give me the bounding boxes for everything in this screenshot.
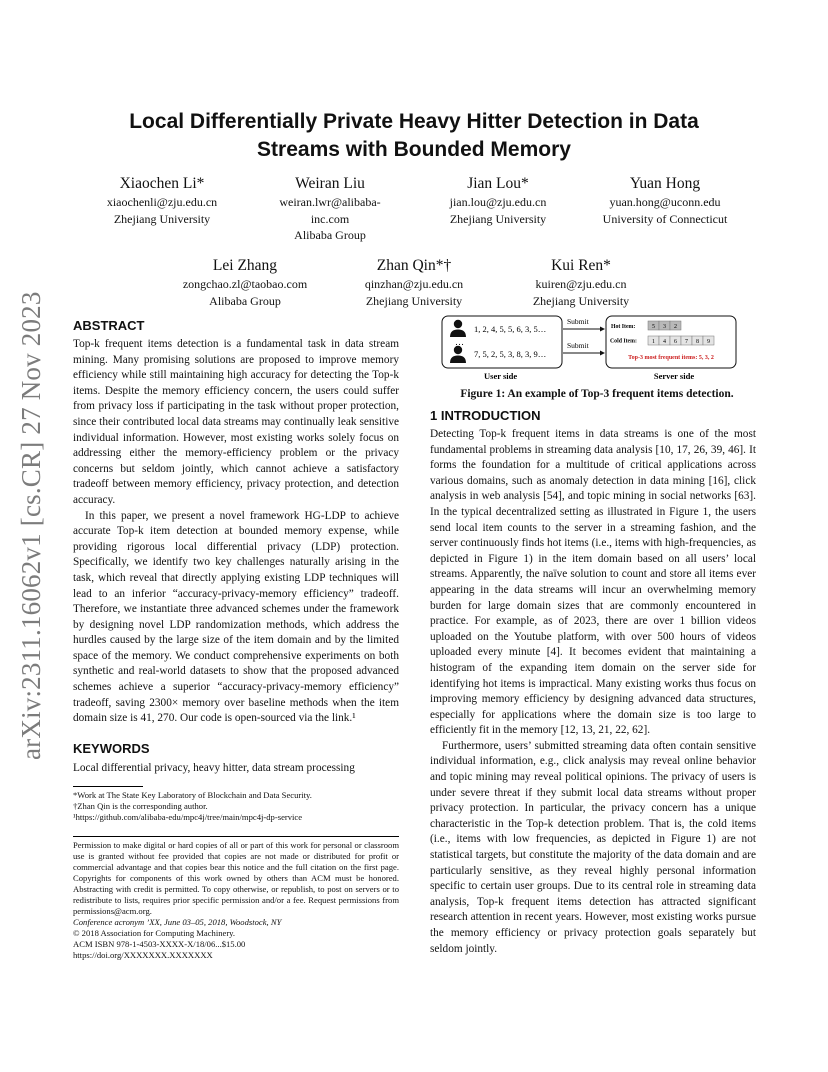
topk-result-text: Top-3 most frequent items: 5, 3, 2 [628, 355, 714, 361]
author-affiliation: Zhejiang University [113, 211, 211, 226]
hot-item-value: 2 [674, 323, 677, 330]
author-block [491, 256, 671, 309]
author-email: qinzhan@zju.edu.cn [364, 277, 464, 291]
cold-item-value: 4 [663, 338, 666, 345]
abstract-paragraph-1: Top-k frequent items detection is a fundamental task in data stream mining. Many promising solutions are proposed to improve memory efficiency while still maintaining high accuracy for detecting the Top-k items. Despite the memory efficiency concern, the users could suffer from privacy loss if participating in the task without proper protection, since their contributed local data streams may continually leak sensitive individual information. However, most existing works solely focus on addressing either the memory-efficiency problem or the privacy concerns but seldom jointly, which cannot achieve a satisfactory tradeoff between memory efficiency, privacy protection, and detection accuracy. [73, 338, 399, 506]
author-affiliation: Zhejiang University [449, 211, 547, 226]
hot-item-value: 3 [663, 323, 666, 330]
author-name: Xiaochen Li* [119, 175, 205, 192]
hot-item-value: 5 [652, 323, 655, 330]
abstract-paragraph-2: In this paper, we present a novel framework HG-LDP to achieve accurate Top-k item detection at bounded memory expense, while providing rigorous local differential privacy (LDP) protection. Specifically, we identify two key challenges naturally arising in the task, which reveal that directly applying existing LDP techniques will lead to an inferior “accuracy-privacy-memory efficiency” tradeoff. Therefore, we instantiate three advanced schemes under the framework by designing novel LDP randomization methods, which address the hurdles caused by the large size of the item domain and by the limited space of the memory. We conduct comprehensive experiments on both synthetic and real-world datasets to show that the proposed advanced schemes achieve a superior “accuracy-privacy-memory efficiency” tradeoff, saving 2300× memory over baseline methods when the item domain size is 41, 270. Our code is open-sourced via the link.¹ [73, 509, 399, 725]
author-block [240, 174, 420, 244]
cold-item-value: 9 [707, 338, 710, 345]
stream-1-text: 1, 2, 4, 5, 5, 6, 3, 5… [474, 324, 547, 334]
introduction-paragraph-1: Detecting Top-k frequent items in data streams is one of the most fundamental problems in streaming data analysis [10, 17, 26, 39, 46]. It forms the foundation for a multitude of critical applications across various domains, such as anomaly detection in data mining [16], click analysis in web analysis [54], and topic mining in social networks [63]. In the typical decentralized setting as illustrated in Figure 1, the users send local item counts to the server in a streaming fashion, and the server continuously finds hot items (i.e., items with high-frequencies, as depicted in Figure 1) in the item domain based on all users’ local streams. Apparently, the naïve solution to count and store all items ever appearing in the data streams will incur an overwhelming memory burden for large domain sizes that are commonly encountered in practice. For example, as of 2023, there are over 1 billion videos uploaded on the Youtube platform, with over 500 hours of videos uploaded every minute [4]. It becomes evident that maintaining a histogram of the expanding item domain on the server side for identifying hot items is impractical. Many existing works thus focus on improving memory efficiency by designing advanced data structures, especially for applications where the domain size is too large to efficiently fit in the memory [12, 13, 21, 22, 62]. [430, 428, 756, 737]
author-block [408, 174, 588, 227]
stream-dots: … [455, 337, 464, 347]
cold-item-value: 1 [652, 338, 655, 345]
figure-1-diagram [440, 312, 750, 384]
footnotes [73, 786, 399, 823]
left-column [73, 318, 399, 776]
cold-item-label: Cold Item: [610, 338, 637, 345]
figure-1-caption: Figure 1: An example of Top-3 frequent items detection. [460, 388, 734, 400]
introduction-paragraph-2: Furthermore, users’ submitted streaming data often contain sensitive individual information, e.g., click analysis may reveal online behavior and topic mining may reveal political opinions. The privacy of users is under severe threat if they submit local data streams without proper privacy protection. In particular, the privacy concern has a unique characteristic in the Top-k detection problem. That is, the cold items (i.e., items with low frequencies, as depicted in Figure 1) are not statistical targets, but constitute the majority of the data domain and are particularly sensitive, as they reveal highly personal information specific to certain user groups. Due to its central role in streaming data analysis, Top-k frequent items detection has attracted significant research attention in recent years. However, most existing works pursue the memory efficiency or privacy protection goals separately but seldom jointly. [430, 739, 756, 955]
abstract-heading: ABSTRACT [73, 318, 145, 333]
arxiv-identifier: arXiv:2311.16062v1 [cs.CR] 27 Nov 2023 [16, 291, 46, 760]
author-affiliation: Zhejiang University [365, 293, 463, 308]
doi-line: https://doi.org/XXXXXXX.XXXXXXX [73, 950, 213, 960]
copyright-line: © 2018 Association for Computing Machinery. [73, 928, 236, 938]
author-email: yuan.hong@uconn.edu [609, 195, 721, 209]
author-email-line2: inc.com [310, 211, 350, 226]
author-block [324, 256, 504, 309]
author-email: kuiren@zju.edu.cn [535, 277, 627, 291]
paper-title [70, 108, 758, 164]
introduction-heading: 1 INTRODUCTION [430, 408, 541, 423]
author-name: Zhan Qin*† [376, 257, 452, 274]
permission-rule [73, 836, 399, 837]
author-block [72, 174, 252, 227]
cold-item-value: 7 [685, 338, 688, 345]
user-icon [450, 346, 466, 363]
author-email-line1: weiran.lwr@alibaba- [279, 195, 381, 209]
cold-item-value: 6 [674, 338, 677, 345]
author-name: Lei Zhang [212, 257, 278, 274]
footnote-3: ¹https://github.com/alibaba-edu/mpc4j/tree/main/mpc4j-dp-service [73, 812, 303, 822]
author-block [155, 256, 335, 309]
user-side-label: User side [484, 371, 518, 381]
title-line-1: Local Differentially Private Heavy Hitter Detection in Data [129, 110, 699, 133]
permission-text: Permission to make digital or hard copies of all or part of this work for personal or classroom use is granted without fee provided that copies are not made or distributed for profit or commercial advantage and that copies bear this notice and the full citation on the first page. Copyrights for components of this work owned by others than ACM must be honored. Abstracting with credit is permitted. To copy otherwise, or republish, to post on servers or to redistribute to lists, requires prior specific permission and/or a fee. Request permissions from permissions@acm.org. [73, 840, 399, 916]
keywords-heading: KEYWORDS [73, 740, 150, 756]
permission-block [73, 836, 399, 961]
footnote-2: †Zhan Qin is the corresponding author. [73, 801, 208, 811]
author-name: Weiran Liu [295, 175, 365, 192]
author-affiliation: Zhejiang University [532, 293, 630, 308]
server-side-label: Server side [653, 371, 695, 381]
right-column [430, 408, 756, 957]
author-email: zongchao.zl@taobao.com [182, 277, 308, 291]
user-icon [450, 320, 466, 337]
author-name: Yuan Hong [629, 175, 701, 192]
author-email: jian.lou@zju.edu.cn [449, 195, 547, 209]
author-email: xiaochenli@zju.edu.cn [106, 195, 218, 209]
author-block [575, 174, 755, 227]
author-name: Jian Lou* [467, 175, 529, 192]
conference-line: Conference acronym ’XX, June 03–05, 2018, Woodstock, NY [73, 917, 282, 927]
author-affiliation: Alibaba Group [294, 228, 366, 242]
cold-item-value: 8 [696, 338, 699, 345]
isbn-line: ACM ISBN 978-1-4503-XXXX-X/18/06...$15.00 [73, 939, 246, 949]
keywords-text: Local differential privacy, heavy hitter, data stream processing [73, 761, 355, 774]
hot-item-label: Hot Item: [611, 324, 636, 330]
author-name: Kui Ren* [551, 257, 611, 274]
stream-2-text: 7, 5, 2, 5, 3, 8, 3, 9… [474, 349, 547, 359]
footnote-1: *Work at The State Key Laboratory of Blockchain and Data Security. [73, 790, 312, 800]
title-line-2: Streams with Bounded Memory [257, 138, 571, 161]
footnote-rule [73, 786, 143, 787]
submit-label-1: Submit [567, 317, 589, 326]
author-affiliation: Alibaba Group [209, 293, 281, 308]
cold-item-cells [648, 336, 714, 345]
submit-arrowhead-2 [600, 351, 605, 356]
submit-arrowhead-1 [600, 327, 605, 332]
author-affiliation: University of Connecticut [602, 211, 728, 226]
submit-label-2: Submit [567, 341, 589, 350]
hot-item-cells [648, 321, 681, 330]
